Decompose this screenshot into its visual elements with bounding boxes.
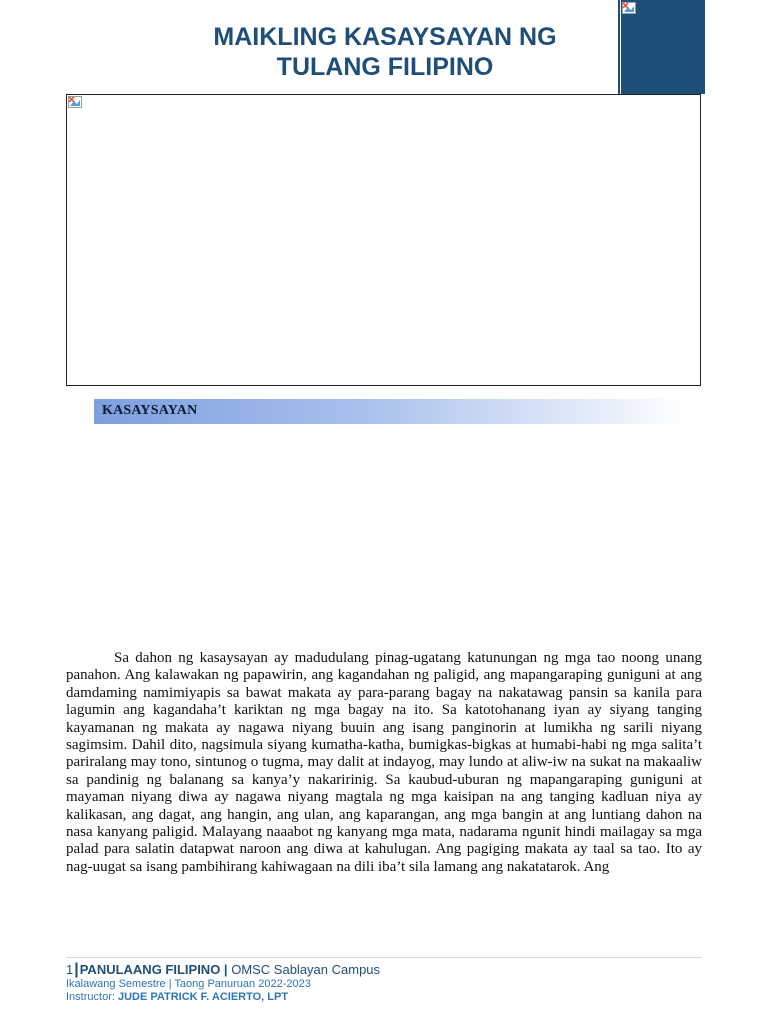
broken-image-icon: [68, 96, 82, 108]
corner-divider-line: [618, 0, 620, 94]
page-number-separator: |: [74, 961, 79, 978]
corner-decoration-block: [621, 0, 705, 94]
title-line-2: TULANG FILIPINO: [276, 53, 494, 81]
footer-instructor-line: [66, 991, 288, 1004]
page-title: [150, 22, 620, 82]
course-name: PANULAANG FILIPINO: [79, 962, 221, 977]
title-line-1: MAIKLING KASAYSAYAN NG: [213, 23, 557, 51]
footer-semester: Ikalawang Semestre | Taong Panuruan 2022-2023: [66, 978, 311, 990]
instructor-label: Instructor:: [66, 991, 118, 1003]
body-paragraph: Sa dahon ng kasaysayan ay madudulang pinag-ugatang katunungan ng mga tao noong unang panahon. Ang kalawakan ng papawirin, ang kagandahan ng paligid, ang mapangaraping guniguni at ang damdaming namimiyapis sa bawat makata ay para-parang bagay na nakatawag pansin sa kanila para lagumin ang kagandaha’t kariktan ng mga bagay na ito. Sa katotohanang iyan ay siyang tanging kayamanan ng makata ay nagawa niyang buuin ang isang panginorin at lumikha ng sarili niyang sagimsim. Dahil dito, nagsimula siyang kumatha-katha, bumigkas-bigkas at humabi-habi ng mga salita’t pariralang may tono, sintunog o tugma, may dalit at indayog, may lundo at aliw-iw na sukat na makaaliw sa pandinig ng balanang sa kanya’y nakaririnig. Sa kaubud-uburan ng mapangaraping guniguni at mayaman niyang diwa ay nagawa niyang magtala ng mga kaisipan na ang tanging kadluan niya ay kalikasan, ang dagat, ang hangin, ang ulan, ang kaparangan, ang mga bangin at ang luntiang dahon na nasa kanyang paligid. Malayang naaabot ng kanyang mga mata, nadarama ngunit hindi mailagay sa mga palad para salatin datapwat naroon ang diwa at kahulugan. Ang pagiging makata ay taal sa tao. Ito ay nag-uugat sa isang pambihirang kahiwagaan na dili iba’t sila lamang ang nakatatarok. Ang: [66, 650, 702, 875]
section-heading-bar: [94, 399, 688, 424]
campus-name: OMSC Sablayan Campus: [231, 962, 381, 977]
instructor-name: JUDE PATRICK F. ACIERTO, LPT: [117, 991, 289, 1003]
broken-image-icon: [622, 2, 636, 14]
footer-pipe: |: [220, 962, 232, 977]
image-placeholder-frame: [66, 94, 701, 386]
footer-course-line: [66, 962, 380, 977]
section-heading: KASAYSAYAN: [102, 403, 198, 418]
page-number: 1: [66, 962, 74, 977]
footer-divider: [66, 957, 702, 958]
